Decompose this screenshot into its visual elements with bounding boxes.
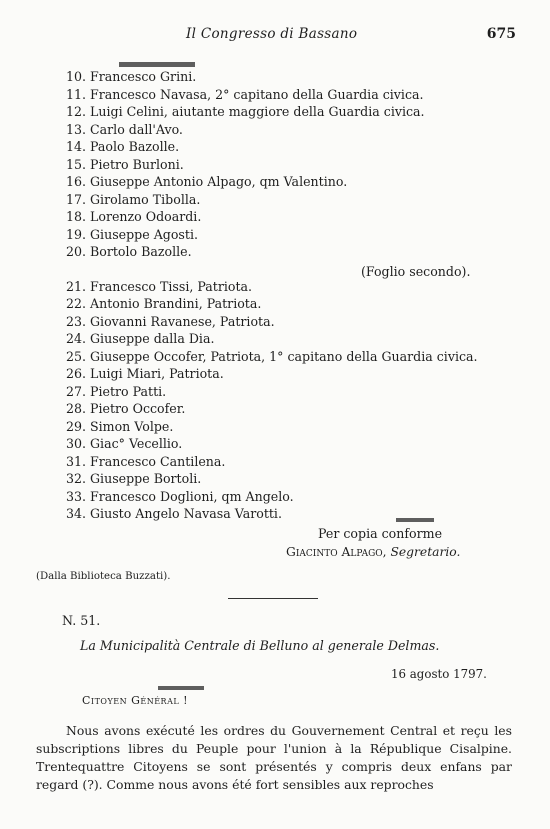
list-item-text: Antonio Brandini, Patriota. (90, 296, 262, 311)
list-item-text: Pietro Patti. (90, 383, 167, 399)
list-item-number: 16. (65, 174, 86, 189)
list-item (58, 226, 528, 244)
list-item-number: 23. (65, 313, 86, 329)
ink-blot (119, 62, 195, 67)
list-item-text: Giuseppe Agosti. (90, 226, 198, 242)
list-item-number: 29. (65, 418, 86, 434)
list-item (58, 418, 528, 436)
document-date: 16 agosto 1797. (391, 667, 487, 681)
list-item-number: 28. (65, 401, 86, 416)
signer-role: Segretario. (390, 545, 461, 559)
list-item (58, 138, 528, 156)
list-item-text: Paolo Bazolle. (90, 139, 180, 154)
list-item (58, 383, 528, 401)
running-title: Il Congresso di Bassano (186, 26, 358, 42)
list-item-number: 18. (65, 209, 86, 224)
list-item-number: 34. (65, 506, 86, 521)
list-item-number: 33. (65, 488, 86, 504)
list-item-number: 19. (65, 226, 86, 242)
list-item-number: 30. (65, 436, 86, 451)
list-item-number: 27. (65, 383, 86, 399)
list-item-number: 21. (65, 278, 86, 294)
signatory-list (58, 68, 528, 523)
list-item (58, 68, 528, 86)
signer-name: Giacinto Alpago, (286, 545, 387, 559)
page-number: 675 (486, 26, 516, 42)
list-item-text: Giovanni Ravanese, Patriota. (90, 313, 275, 329)
list-item (58, 330, 528, 348)
section-divider (228, 598, 318, 599)
list-item-number: 20. (65, 244, 86, 259)
list-item-text: Luigi Miari, Patriota. (90, 366, 224, 381)
letter-body: Nous avons exécuté les ordres du Gouvernement Central et reçu les subscriptions libres du Peuple pour l'union à la République Cisalpine. Trentequattre Citoyens se sont présentés y compris deux enfans par regard (?). Comme nous avons été fort sensibles aux reproches (36, 723, 512, 792)
list-item-number: 15. (65, 156, 86, 172)
ink-blot (158, 686, 204, 690)
running-header (186, 26, 516, 46)
list-item (58, 313, 528, 331)
list-item (58, 86, 528, 104)
list-item-number: 24. (65, 331, 86, 346)
list-item-text: Giuseppe Antonio Alpago, qm Valentino. (90, 174, 348, 189)
source-note: (Dalla Biblioteca Buzzati). (36, 571, 171, 582)
list-item-text: Francesco Navasa, 2° capitano della Guardia civica. (90, 86, 424, 102)
list-item-text: Pietro Burloni. (90, 156, 184, 172)
sheet-note: (Foglio secondo). (361, 264, 471, 279)
list-item (58, 103, 528, 121)
list-item-text: Francesco Doglioni, qm Angelo. (90, 488, 294, 504)
list-item-text: Lorenzo Odoardi. (90, 209, 202, 224)
list-item (58, 365, 528, 383)
list-item (58, 243, 528, 261)
list-item-text: Giac° Vecellio. (90, 436, 183, 451)
list-item-text: Bortolo Bazolle. (90, 244, 192, 259)
list-item-text: Francesco Grini. (90, 69, 197, 84)
list-item-number: 13. (65, 121, 86, 137)
list-item (58, 278, 528, 296)
list-item-text: Giuseppe dalla Dia. (90, 331, 215, 346)
list-item-number: 31. (65, 453, 86, 469)
list-item-text: Girolamo Tibolla. (90, 191, 201, 207)
list-item-text: Francesco Tissi, Patriota. (90, 278, 253, 294)
list-item (58, 295, 528, 313)
document-title: La Municipalità Centrale di Belluno al generale Delmas. (80, 638, 440, 653)
list-item (58, 453, 528, 471)
list-item-number: 17. (65, 191, 86, 207)
list-item-text: Francesco Cantilena. (90, 453, 226, 469)
list-item (58, 470, 528, 488)
list-item (58, 505, 528, 523)
list-item-text: Carlo dall'Avo. (90, 121, 183, 137)
salutation: Citoyen Général ! (82, 694, 189, 707)
list-item-number: 14. (65, 139, 86, 154)
list-item-text: Giuseppe Bortoli. (90, 471, 202, 486)
list-item-number: 26. (65, 366, 86, 381)
list-item-text: Giusto Angelo Navasa Varotti. (90, 506, 282, 521)
list-item (58, 173, 528, 191)
list-item-number: 22. (65, 296, 86, 311)
list-item (58, 400, 528, 418)
list-item-text: Pietro Occofer. (90, 401, 186, 416)
list-item-text: Giuseppe Occofer, Patriota, 1° capitano della Guardia civica. (90, 348, 478, 364)
list-item (58, 208, 528, 226)
list-item (58, 121, 528, 139)
certification-line: Per copia conforme (318, 526, 443, 541)
list-item (58, 488, 528, 506)
document-number: N. 51. (62, 613, 101, 628)
list-item-number: 11. (65, 86, 86, 102)
list-item-text: Simon Volpe. (90, 418, 174, 434)
list-item-number: 12. (65, 104, 86, 119)
signature-line (286, 545, 460, 559)
ink-blot (396, 518, 434, 522)
list-item-text: Luigi Celini, aiutante maggiore della Guardia civica. (90, 104, 425, 119)
list-item (58, 435, 528, 453)
list-item (58, 348, 528, 366)
list-item-number: 32. (65, 471, 86, 486)
list-item-number: 25. (65, 348, 86, 364)
list-item (58, 191, 528, 209)
list-item-number: 10. (65, 69, 86, 84)
list-item (58, 156, 528, 174)
